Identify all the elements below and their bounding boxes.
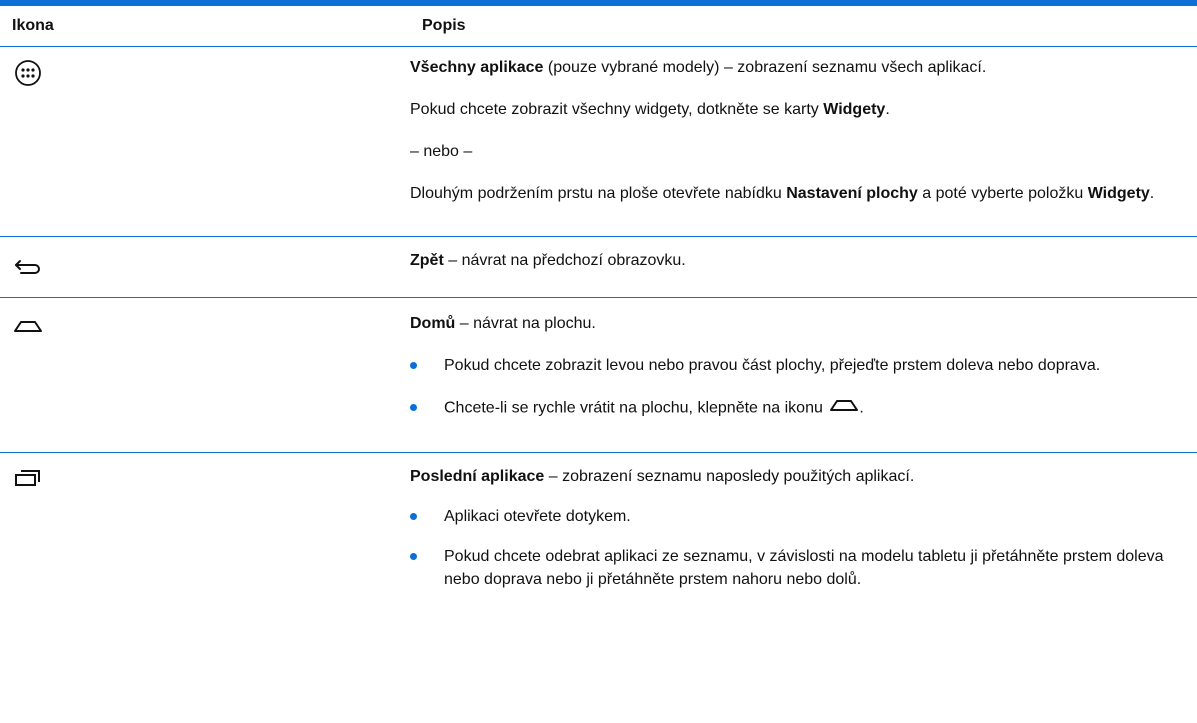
list-item-text [444, 396, 1183, 421]
row-description-cell [410, 453, 1197, 653]
text: – návrat na předchozí obrazovku. [443, 252, 686, 269]
text: (pouze vybrané modely) – zobrazení seznamu všech aplikací. [543, 59, 987, 76]
text: a poté vyberte položku [917, 185, 1088, 202]
term-all-apps: Všechny aplikace [410, 59, 544, 76]
term-widgets: Widgety [1087, 185, 1150, 202]
home-icon [829, 396, 859, 421]
row-icon-cell [0, 237, 410, 297]
bullet-icon [410, 354, 444, 377]
list-item [410, 505, 1183, 528]
list-item [410, 396, 1183, 421]
text: – návrat na plochu. [455, 315, 596, 332]
text: . [885, 101, 890, 118]
paragraph [410, 249, 1183, 272]
term-home: Domů [410, 315, 456, 332]
paragraph: – nebo – [410, 143, 473, 160]
list-item-text: Pokud chcete zobrazit levou nebo pravou část plochy, přejeďte prstem doleva nebo doprava. [444, 357, 1101, 374]
text: . [1149, 185, 1155, 202]
text: Pokud chcete zobrazit všechny widgety, dotkněte se karty [410, 101, 824, 118]
text: – zobrazení seznamu naposledy použitých aplikací. [544, 468, 915, 485]
table-row-recent-apps [0, 453, 1197, 653]
row-description-cell [410, 298, 1197, 452]
list-item [410, 354, 1183, 377]
paragraph [410, 56, 1183, 79]
back-icon [12, 251, 44, 283]
paragraph [410, 182, 1183, 205]
paragraph [410, 465, 1183, 488]
paragraph [410, 98, 1183, 121]
home-icon [12, 310, 44, 342]
all-apps-icon [12, 57, 44, 89]
table-header [0, 6, 1197, 47]
row-icon-cell [0, 47, 410, 236]
bullet-icon [410, 545, 444, 591]
text: . [859, 399, 864, 417]
row-icon-cell [0, 453, 410, 653]
term-widgets: Widgety [823, 101, 886, 118]
text: Dlouhým podržením prstu na ploše otevřete nabídku [410, 185, 787, 202]
bullet-icon [410, 505, 444, 528]
header-description-column: Popis [422, 17, 466, 34]
recent-apps-icon [12, 462, 44, 494]
row-description-cell [410, 237, 1197, 297]
table-row-all-apps [0, 47, 1197, 237]
text: Chcete-li se rychle vrátit na plochu, klepněte na ikonu [444, 399, 823, 417]
list-item-text: Pokud chcete odebrat aplikaci ze seznamu, v závislosti na modelu tabletu ji přetáhněte prstem doleva nebo doprava nebo ji přetáhněte prstem nahoru nebo dolů. [444, 548, 1164, 588]
list-item-text: Aplikaci otevřete dotykem. [444, 508, 631, 525]
term-back: Zpět [410, 252, 444, 269]
term-recent-apps: Poslední aplikace [410, 468, 545, 485]
header-icon-column: Ikona [12, 17, 54, 34]
table-row-back [0, 237, 1197, 298]
row-description-cell [410, 47, 1197, 236]
list-item [410, 545, 1183, 591]
paragraph [410, 312, 1183, 335]
bullet-icon [410, 396, 444, 421]
term-home-settings: Nastavení plochy [786, 185, 918, 202]
table-row-home [0, 298, 1197, 453]
row-icon-cell [0, 298, 410, 452]
